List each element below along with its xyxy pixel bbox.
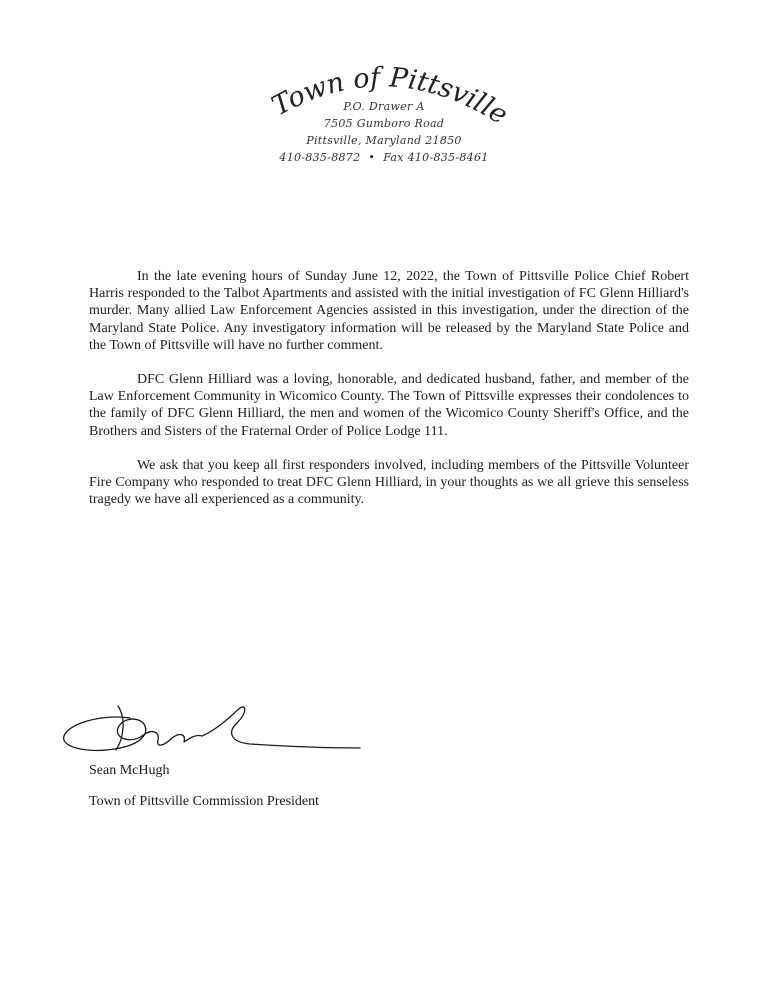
town-title: Town of Pittsville <box>266 62 514 131</box>
po-box: P.O. Drawer A <box>343 100 425 113</box>
signer-title: Town of Pittsville Commission President <box>89 794 320 809</box>
address-block <box>0 98 768 166</box>
street-address: 7505 Gumboro Road <box>323 117 445 130</box>
paragraph-first-responders: We ask that you keep all first responders involved, including members of the Pittsville Volunteer Fire Company who responded to treat DFC Glenn Hilliard, in your thoughts as we all grieve this senseless tragedy we have all experienced as a community. <box>89 457 689 508</box>
signer-name: Sean McHugh <box>89 763 170 778</box>
letterhead <box>0 40 768 180</box>
handwritten-signature <box>60 698 370 758</box>
paragraph-condolences: DFC Glenn Hilliard was a loving, honorable, and dedicated husband, father, and member of the Law Enforcement Community in Wicomico County. The Town of Pittsville expresses their condolences to the family of DFC Glenn Hilliard, the men and women of the Wicomico County Sheriff's Office, and the Brothers and Sisters of the Fraternal Order of Police Lodge 111. <box>89 372 689 439</box>
contact-line <box>0 149 768 166</box>
fax-number: Fax 410-835-8461 <box>383 151 489 164</box>
letter-body <box>89 268 689 525</box>
bullet-separator: • <box>368 151 376 164</box>
city-state-zip: Pittsville, Maryland 21850 <box>306 134 462 147</box>
phone-number: 410-835-8872 <box>279 151 361 164</box>
paragraph-investigation: In the late evening hours of Sunday June 12, 2022, the Town of Pittsville Police Chief Robert Harris responded to the Talbot Apartments and assisted with the initial investigation of FC Glenn Hilliard's murder. Many allied Law Enforcement Agencies assisted in this investigation, under the direction of the Maryland State Police. Any investigatory information will be released by the Maryland State Police and the Town of Pittsville will have no further comment. <box>89 269 689 353</box>
